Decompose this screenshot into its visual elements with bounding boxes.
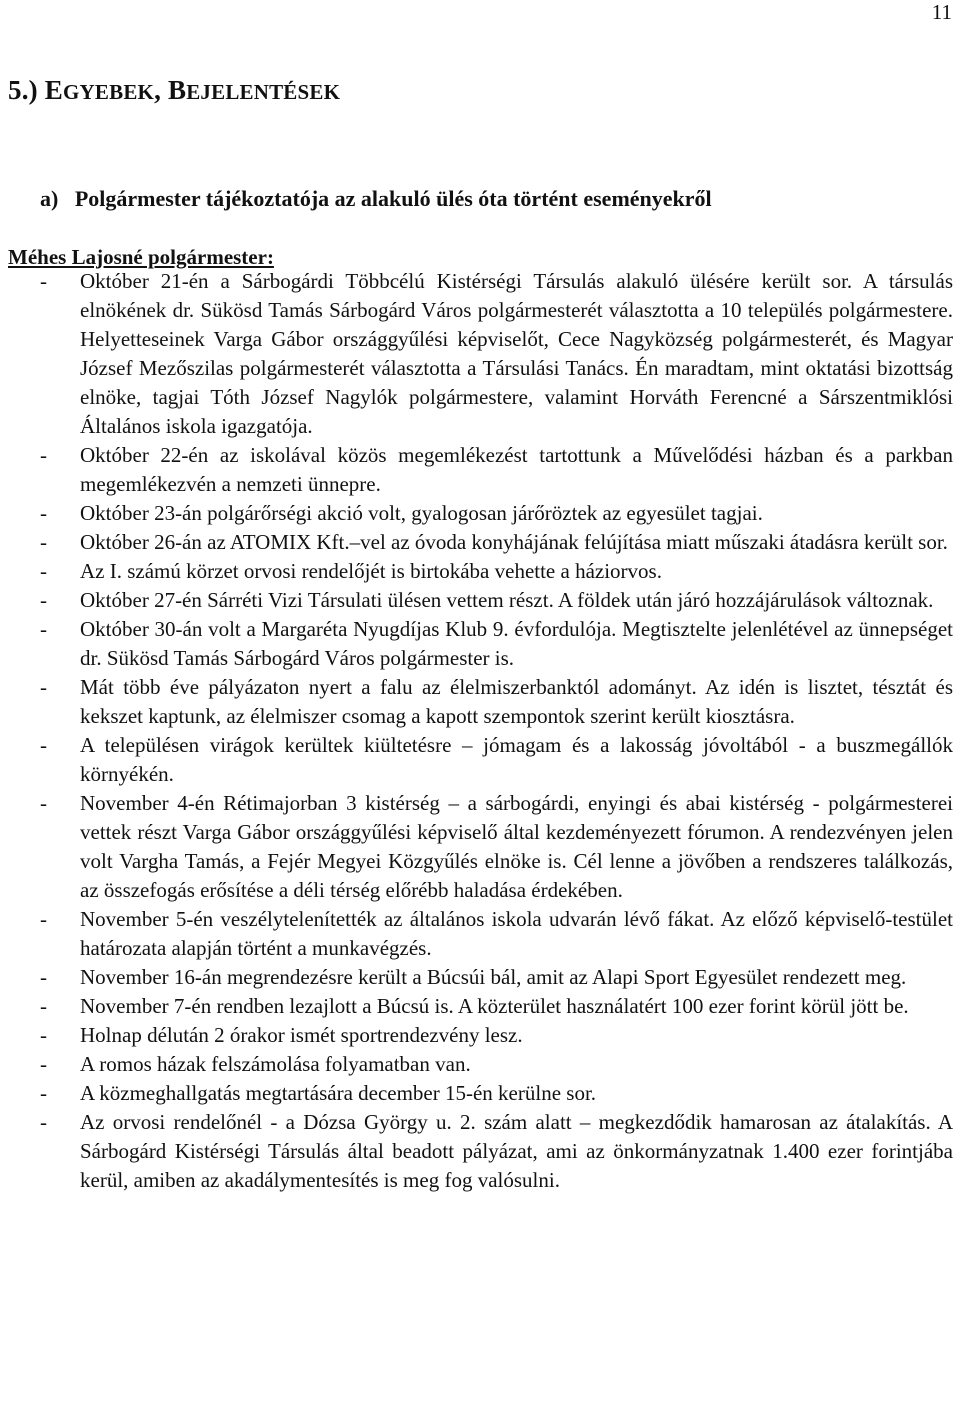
list-item — [0, 441, 960, 499]
list-item — [0, 1050, 960, 1079]
list-item — [0, 1021, 960, 1050]
bullet-dash: - — [40, 617, 47, 641]
list-item-text: Október 21-én a Sárbogárdi Többcélú Kistérségi Társulás alakuló ülésére került sor. A társulás elnökének dr. Sükösd Tamás Sárbogárd Város polgármesterét választotta a 10 település polgármestere. Helyetteseinek Varga Gábor országgyűlési képviselőt, Cece Nagyközség polgármesterét, és Magyar József Mezőszilas polgármesterét választotta a Társulási Tanács. Én maradtam, mint oktatási bizottság elnöke, tagjai Tóth József Nagylók polgármestere, valamint Horváth Ferencné a Sárszentmiklósi Általános iskola igazgatója. — [80, 269, 953, 438]
list-item — [0, 615, 960, 673]
bullet-dash: - — [40, 501, 47, 525]
list-item-text: Október 23-án polgárőrségi akció volt, gyalogosan járőröztek az egyesület tagjai. — [80, 501, 763, 525]
list-item-text: November 5-én veszélytelenítették az általános iskola udvarán lévő fákat. Az előző képviselő-testület határozata alapján történt a munkavégzés. — [80, 907, 953, 960]
list-item-text: Holnap délután 2 órakor ismét sportrendezvény lesz. — [80, 1023, 523, 1047]
section-title — [8, 74, 340, 108]
subsection-title — [40, 185, 712, 213]
list-item — [0, 731, 960, 789]
bullet-dash: - — [40, 675, 47, 699]
bullet-dash: - — [40, 733, 47, 757]
bullet-dash: - — [40, 965, 47, 989]
list-item-text: Október 22-én az iskolával közös megemlékezést tartottunk a Művelődési házban és a parkban megemlékezvén a nemzeti ünnepre. — [80, 443, 953, 496]
bullet-dash: - — [40, 1110, 47, 1134]
list-item-text: A településen virágok kerültek kiültetésre – jómagam és a lakosság jóvoltából - a buszmegállók környékén. — [80, 733, 953, 786]
bullet-dash: - — [40, 530, 47, 554]
list-item — [0, 992, 960, 1021]
list-item — [0, 673, 960, 731]
list-item-text: Október 26-án az ATOMIX Kft.–vel az óvoda konyhájának felújítása miatt műszaki átadásra került sor. — [80, 530, 948, 554]
list-item-text: Október 30-án volt a Margaréta Nyugdíjas Klub 9. évfordulója. Megtisztelte jelenlétével az ünnepséget dr. Sükösd Tamás Sárbogárd Város polgármester is. — [80, 617, 953, 670]
list-item — [0, 267, 960, 441]
section-title-initial-2: B — [167, 75, 187, 105]
bullet-dash: - — [40, 588, 47, 612]
list-item-text: A romos házak felszámolása folyamatban van. — [80, 1052, 471, 1076]
list-item — [0, 963, 960, 992]
page-number: 11 — [931, 0, 952, 24]
bullet-dash: - — [40, 1052, 47, 1076]
list-item-text: Mát több éve pályázaton nyert a falu az élelmiszerbanktól adományt. Az idén is lisztet, tésztát és kekszet kaptunk, az élelmiszer csomag a kapott szempontok szerint került kiosztásra. — [80, 675, 953, 728]
bullet-dash: - — [40, 994, 47, 1018]
list-item-text: Az I. számú körzet orvosi rendelőjét is birtokába vehette a háziorvos. — [80, 559, 662, 583]
section-number: 5.) — [8, 75, 38, 105]
list-item — [0, 586, 960, 615]
section-title-initial-1: E — [44, 75, 64, 105]
bullet-dash: - — [40, 443, 47, 467]
list-item — [0, 557, 960, 586]
bullet-dash: - — [40, 907, 47, 931]
list-item-text: November 16-án megrendezésre került a Búcsúi bál, amit az Alapi Sport Egyesület rendezett meg. — [80, 965, 907, 989]
list-item — [0, 905, 960, 963]
list-item-text: Az orvosi rendelőnél - a Dózsa György u. 2. szám alatt – megkezdődik hamarosan az átalakítás. A Sárbogárd Kistérségi Társulás által beadott pályázat, ami az önkormányzatnak 1.400 ezer forintjába kerül, amiben az akadálymentesítés is meg fog valósulni. — [80, 1110, 953, 1192]
section-title-rest-1: GYEBEK — [63, 80, 155, 104]
subsection-marker: a) — [40, 186, 59, 211]
speaker-heading: Méhes Lajosné polgármester: — [8, 245, 274, 269]
subsection-text: Polgármester tájékoztatója az alakuló ülés óta történt eseményekről — [74, 186, 712, 211]
announcement-list — [0, 267, 960, 1195]
list-item — [0, 1079, 960, 1108]
list-item-text: November 7-én rendben lezajlott a Búcsú is. A közterület használatért 100 ezer forint körül jött be. — [80, 994, 909, 1018]
list-item — [0, 499, 960, 528]
list-item-text: November 4-én Rétimajorban 3 kistérség – a sárbogárdi, enyingi és abai kistérség - polgármesterei vettek részt Varga Gábor országgyűlési képviselő által kezdeményezett fórumon. A rendezvényen jelen volt Vargha Tamás, a Fejér Megyei Közgyűlés elnöke is. Cél lenne a jövőben a rendszeres találkozás, az összefogás erősítése a déli térség előrébb haladása érdekében. — [80, 791, 953, 902]
list-item — [0, 528, 960, 557]
section-title-rest-2: EJELENTÉSEK — [186, 80, 341, 104]
list-item-text: Október 27-én Sárréti Vizi Társulati ülésen vettem részt. A földek után járó hozzájárulások változnak. — [80, 588, 934, 612]
list-item — [0, 789, 960, 905]
section-title-separator: , — [154, 75, 168, 105]
bullet-dash: - — [40, 1023, 47, 1047]
bullet-dash: - — [40, 791, 47, 815]
bullet-dash: - — [40, 1081, 47, 1105]
bullet-dash: - — [40, 269, 47, 293]
bullet-dash: - — [40, 559, 47, 583]
list-item-text: A közmeghallgatás megtartására december 15-én kerülne sor. — [80, 1081, 597, 1105]
list-item — [0, 1108, 960, 1195]
